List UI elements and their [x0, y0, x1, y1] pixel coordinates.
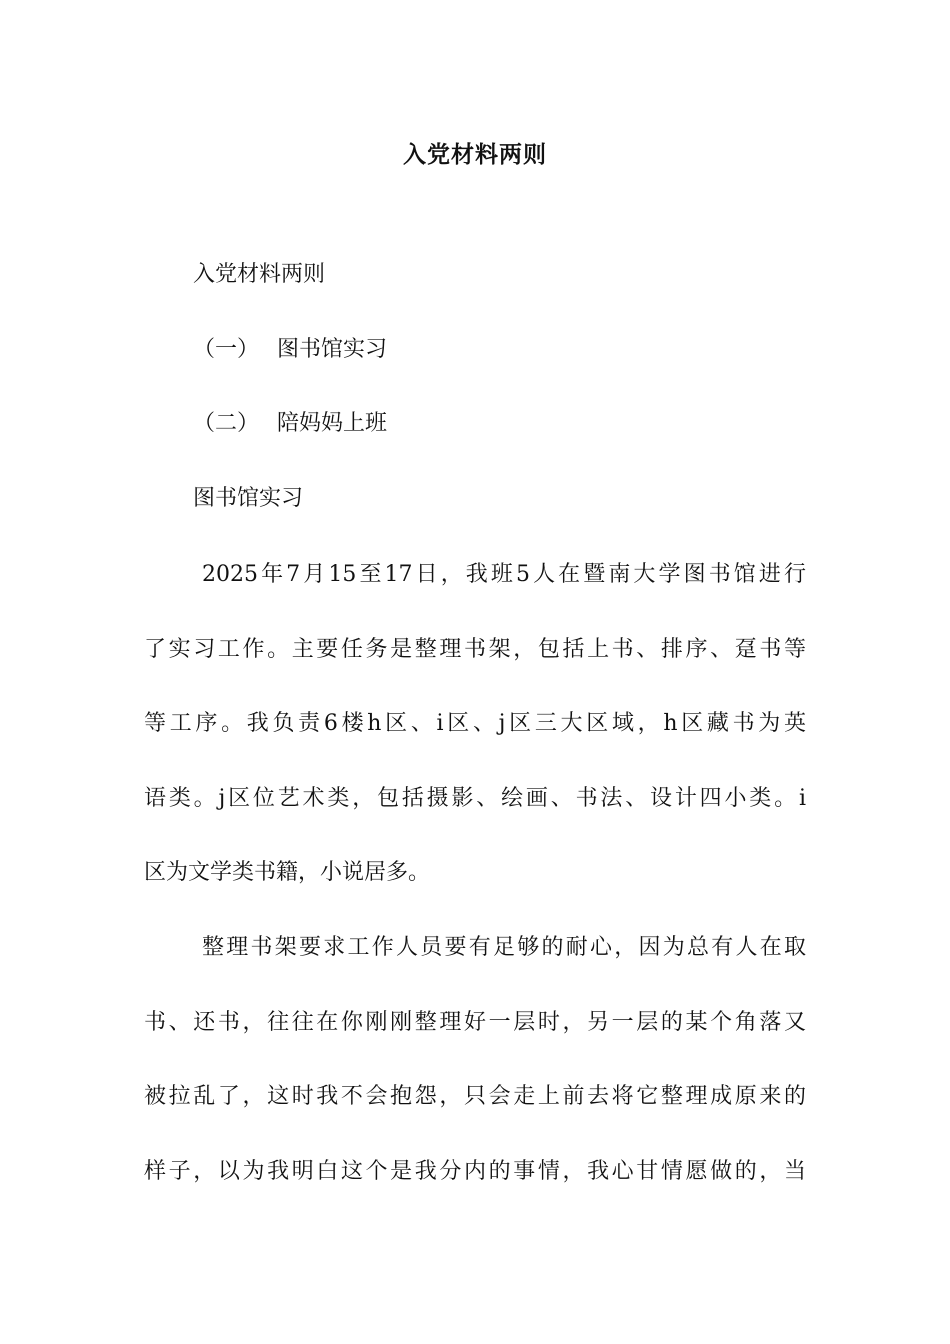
paragraph-1-line-5: 区为文学类书籍，小说居多。	[144, 860, 431, 885]
paragraph-2-line-3: 被拉乱了，这时我不会抱怨，只会走上前去将它整理成原来的	[144, 1084, 806, 1109]
toc-item-label: 图书馆实习	[277, 337, 388, 362]
paragraph-1-line-2: 了实习工作。主要任务是整理书架，包括上书、排序、趸书等	[144, 637, 806, 662]
paragraph-1-line-4: 语类。j区位艺术类，包括摄影、绘画、书法、设计四小类。i	[144, 786, 806, 811]
toc-item-number: （二）	[193, 411, 260, 436]
paragraph-2-line-2: 书、还书，往往在你刚刚整理好一层时，另一层的某个角落又	[144, 1010, 806, 1035]
toc-item-number: （一）	[193, 337, 260, 362]
toc-item-2	[193, 408, 855, 440]
paragraph-2-line-1: 整理书架要求工作人员要有足够的耐心，因为总有人在取	[202, 935, 806, 960]
section-heading: 图书馆实习	[193, 486, 304, 511]
document-title: 入党材料两则	[403, 141, 547, 168]
paragraph-1-line-3: 等工序。我负责6楼h区、i区、j区三大区域，h区藏书为英	[144, 711, 806, 736]
toc-item-1	[193, 334, 855, 366]
document-subtitle: 入党材料两则	[193, 262, 326, 287]
paragraph-2-line-4: 样子，以为我明白这个是我分内的事情，我心甘情愿做的，当	[144, 1159, 806, 1184]
toc-item-label: 陪妈妈上班	[277, 411, 388, 436]
paragraph-1-line-1: 2025年7月15至17日，我班5人在暨南大学图书馆进行	[202, 562, 806, 587]
